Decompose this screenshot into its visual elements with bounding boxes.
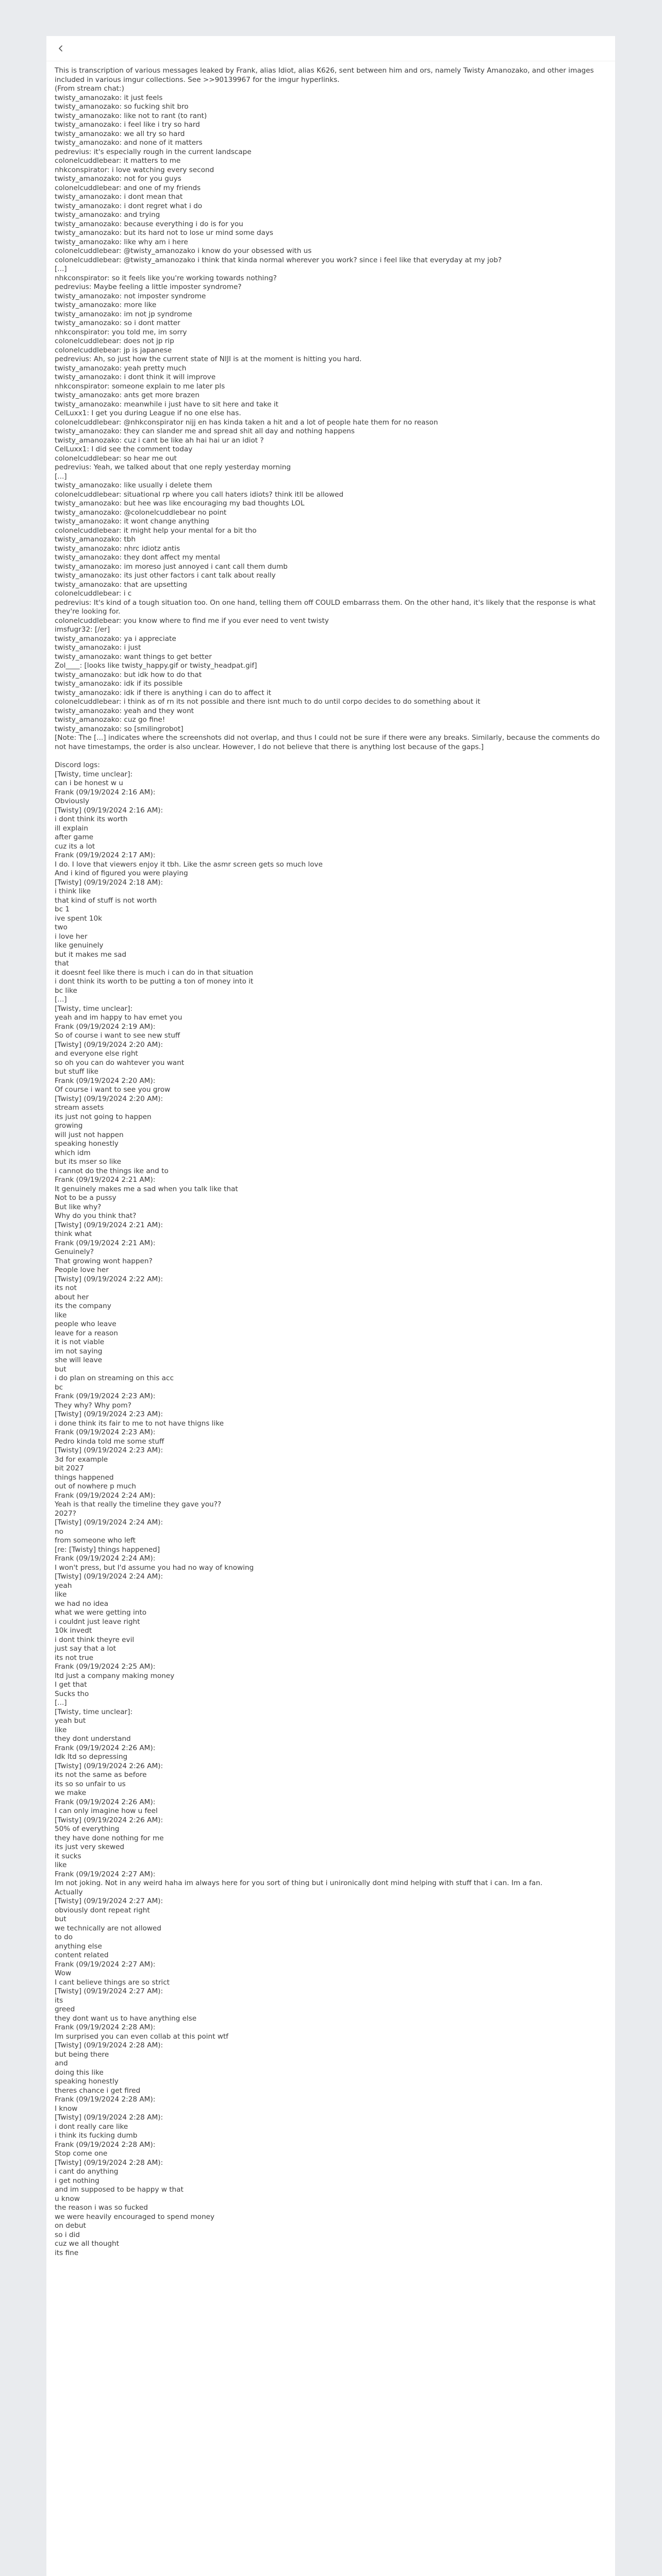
transcript-line: twisty_amanozako: its just other factors i cant talk about really [55,571,276,580]
transcript-line: bc 1 [55,905,70,913]
transcript-line: speaking honestly [55,2077,119,2086]
document-page [46,36,615,2576]
transcript-line: Yeah is that really the timeline they gave you?? [55,1500,222,1509]
transcript-line: 10k invedt [55,1626,92,1635]
transcript-line: twisty_amanozako: not for you guys [55,175,181,183]
transcript-line: the reason i was so fucked [55,2204,148,2212]
transcript-line: Frank (09/19/2024 2:27 AM): [55,1960,156,1969]
transcript-line: twisty_amanozako: but its hard not to lose ur mind some days [55,229,273,237]
transcript-line: they dont understand [55,1735,131,1743]
transcript-line: i dont think its worth [55,815,128,823]
transcript-line: (From stream chat:) [55,84,124,93]
transcript-line: we had no idea [55,1599,109,1608]
transcript-line: just say that a lot [55,1645,116,1653]
transcript-line: imsfugr32: [/er] [55,625,110,634]
transcript-line: [Twisty] (09/19/2024 2:20 AM): [55,1094,163,1103]
transcript-line: twisty_amanozako: nhrc idiotz antis [55,544,180,553]
transcript-line: im not saying [55,1347,103,1355]
transcript-line: Pedro kinda told me some stuff [55,1437,164,1446]
transcript-line: and [55,2059,68,2067]
transcript-line: twisty_amanozako: ya i appreciate [55,634,176,643]
transcript-line: obviously dont repeat right [55,1906,150,1914]
transcript-body [46,61,615,2258]
transcript-line: colonelcuddlebear: and one of my friends [55,183,201,192]
transcript-line: [Twisty] (09/19/2024 2:20 AM): [55,1040,163,1049]
transcript-line: i do plan on streaming on this acc [55,1374,174,1382]
transcript-line: I get that [55,1681,87,1689]
transcript-line: cuz we all thought [55,2240,120,2248]
transcript-line: i think its fucking dumb [55,2131,138,2140]
transcript-line: we make [55,1789,87,1797]
transcript-line: content related [55,1951,109,1959]
transcript-line: twisty_amanozako: they dont affect my mental [55,553,220,562]
transcript-line: can i be honest w u [55,779,123,787]
transcript-line: nhkconspirator: someone explain to me later pls [55,382,225,391]
transcript-line: it is not viable [55,1338,105,1346]
transcript-line: Frank (09/19/2024 2:16 AM): [55,788,156,796]
transcript-line: twisty_amanozako: i dont regret what i do [55,201,203,210]
transcript-line: so i did [55,2230,80,2239]
transcript-line: what we were getting into [55,1608,147,1617]
transcript-line: colonelcuddlebear: it matters to me [55,157,181,165]
transcript-line: but [55,1365,67,1374]
transcript-line: its just not going to happen [55,1112,152,1121]
transcript-line: Frank (09/19/2024 2:25 AM): [55,1663,156,1671]
transcript-line: twisty_amanozako: i dont think it will improve [55,373,216,381]
transcript-line: doing this like [55,2068,104,2077]
transcript-line: pedrevius: Ah, so just how the current state of NIJI is at the moment is hitting you hard. [55,355,362,363]
transcript-line: [Twisty] (09/19/2024 2:21 AM): [55,1221,163,1229]
transcript-line: after game [55,833,94,841]
transcript-line: Discord logs: [55,761,100,769]
transcript-line: [Twisty] (09/19/2024 2:23 AM): [55,1410,163,1418]
transcript-line: [Twisty] (09/19/2024 2:24 AM): [55,1572,163,1581]
transcript-line: twisty_amanozako: like why am i here [55,238,188,246]
transcript-line: Frank (09/19/2024 2:28 AM): [55,2095,156,2104]
transcript-line: its the company [55,1302,111,1310]
transcript-line: i couldnt just leave right [55,1617,140,1626]
transcript-line: twisty_amanozako: it just feels [55,93,163,102]
transcript-line: twisty_amanozako: like not to rant (to rant) [55,111,207,120]
transcript-line: its not true [55,1653,93,1662]
transcript-line: Frank (09/19/2024 2:28 AM): [55,2140,156,2149]
transcript-line: They why? Why pom? [55,1401,131,1410]
transcript-line: twisty_amanozako: im moreso just annoyed i cant call them dumb [55,562,288,571]
top-bar [46,36,615,61]
transcript-line: twisty_amanozako: cuz go fine! [55,716,166,724]
transcript-line: Frank (09/19/2024 2:27 AM): [55,1870,156,1878]
transcript-line: Sucks tho [55,1689,89,1698]
transcript-line: Frank (09/19/2024 2:19 AM): [55,1022,156,1031]
transcript-line: it sucks [55,1852,81,1860]
transcript-line: Actually [55,1888,83,1896]
transcript-line: Idk ltd so depressing [55,1753,128,1761]
transcript-line: i get nothing [55,2176,100,2185]
transcript-line: i cant do anything [55,2167,119,2176]
transcript-line: [...] [55,265,67,273]
transcript-line: Stop come one [55,2149,108,2158]
transcript-line: I won't press, but I'd assume you had no way of knowing [55,1563,254,1572]
transcript-line: things happened [55,1473,114,1482]
transcript-line: anything else [55,1942,102,1951]
transcript-line: colonelcuddlebear: so hear me out [55,454,177,463]
transcript-line: colonelcuddlebear: i think as of rn its not possible and there isnt much to do until corpo decides to do something about it [55,698,481,706]
transcript-line: they dont want us to have anything else [55,2014,197,2023]
transcript-line: yeah but [55,1717,86,1725]
transcript-line: i dont really care like [55,2122,128,2131]
transcript-line: [Twisty] (09/19/2024 2:28 AM): [55,2158,163,2167]
transcript-line: Frank (09/19/2024 2:21 AM): [55,1239,156,1247]
transcript-line: [Twisty] (09/19/2024 2:22 AM): [55,1275,163,1283]
transcript-line: Im not joking. Not in any weird haha im always here for you sort of thing but i unironically dont mind helping with stuff that i can. Im a fan. [55,1879,543,1887]
transcript-line: will just not happen [55,1130,124,1139]
transcript-line: [Note: The [...] indicates where the screenshots did not overlap, and thus I could not be sure if there were any breaks. Similarly, because the comments do not have timestamps, the order is also unclear. However, I do not believe that there is anything lost because of the gaps.] [55,734,602,751]
transcript-line: twisty_amanozako: more like [55,301,157,309]
transcript-line: ive spent 10k [55,914,103,923]
transcript-line: Not to be a pussy [55,1194,117,1202]
transcript-line: like genuinely [55,941,104,950]
transcript-line: Frank (09/19/2024 2:28 AM): [55,2023,156,2031]
transcript-line: colonelcuddlebear: @twisty_amanozako i know do your obsessed with us [55,247,312,255]
transcript-line: twisty_amanozako: they can slander me and spread shit all day and nothing happens [55,427,355,435]
transcript-line: Zol____: [looks like twisty_happy.gif or twisty_headpat.gif] [55,662,257,670]
transcript-line: [Twisty] (09/19/2024 2:26 AM): [55,1816,163,1824]
transcript-line: colonelcuddlebear: jp is japanese [55,346,172,354]
transcript-line: [Twisty] (09/19/2024 2:16 AM): [55,806,163,815]
transcript-line: twisty_amanozako: cuz i cant be like ah hai hai ur an idiot ? [55,436,264,445]
transcript-line: Genuinely? [55,1248,94,1256]
transcript-line: yeah [55,1581,72,1590]
transcript-line: CelLuxx1: I did see the comment today [55,445,193,453]
transcript-line: twisty_amanozako: tbh [55,535,136,544]
transcript-line: So of course i want to see new stuff [55,1031,180,1040]
transcript-line: like [55,1311,67,1319]
transcript-line: leave for a reason [55,1329,118,1337]
transcript-line: And i kind of figured you were playing [55,869,188,877]
transcript-line: colonelcuddlebear: you know where to find me if you ever need to vent twisty [55,616,329,625]
transcript-line: twisty_amanozako: and none of it matters [55,139,203,147]
transcript-line: Frank (09/19/2024 2:23 AM): [55,1428,156,1436]
transcript-line: [Twisty] (09/19/2024 2:27 AM): [55,1987,163,1995]
transcript-line: u know [55,2194,80,2203]
transcript-line: its not the same as before [55,1771,147,1779]
transcript-line: greed [55,2005,75,2013]
transcript-line: Of course i want to see you grow [55,1086,171,1094]
transcript-line: colonelcuddlebear: @twisty_amanozako i think that kinda normal wherever you work? since i feel like that everyday at my job? [55,256,502,264]
transcript-line: twisty_amanozako: so i dont matter [55,319,180,327]
transcript-line: Frank (09/19/2024 2:21 AM): [55,1176,156,1184]
transcript-line: colonelcuddlebear: it might help your mental for a bit tho [55,526,257,535]
transcript-line: twisty_amanozako: but hee was like encouraging my bad thoughts LOL [55,499,305,507]
transcript-line: bc [55,1383,63,1392]
transcript-line: [Twisty] (09/19/2024 2:26 AM): [55,1761,163,1770]
transcript-line: from someone who left [55,1536,136,1545]
transcript-line: 50% of everything [55,1825,120,1833]
transcript-line: twisty_amanozako: so [smilingrobot] [55,724,184,733]
transcript-line: twisty_amanozako: we all try so hard [55,129,185,138]
transcript-line: so oh you can do wahtever you want [55,1058,185,1067]
transcript-line: [Twisty, time unclear]: [55,1004,133,1013]
transcript-line: Why do you think that? [55,1212,137,1220]
transcript-line: like [55,1725,67,1734]
transcript-line: [...] [55,1699,67,1707]
transcript-line: twisty_amanozako: that are upsetting [55,580,187,589]
transcript-line: i cannot do the things ike and to [55,1166,169,1175]
transcript-line: I cant believe things are so strict [55,1978,170,1987]
transcript-line: bit 2027 [55,1464,84,1472]
transcript-line: they have done nothing for me [55,1834,164,1842]
transcript-line: Frank (09/19/2024 2:23 AM): [55,1392,156,1400]
transcript-line: pedrevius: It's kind of a tough situation too. On one hand, telling them off COULD embarrass them. On the other hand, it's likely that the response is what they're looking for. [55,598,598,616]
transcript-line: Frank (09/19/2024 2:24 AM): [55,1554,156,1563]
transcript-line: like [55,1590,67,1599]
transcript-line: [...] [55,472,67,481]
transcript-line: twisty_amanozako: @colonelcuddlebear no point [55,508,227,517]
section-gap [55,752,607,761]
transcript-line: CelLuxx1: I get you during League if no one else has. [55,409,241,417]
transcript-line: speaking honestly [55,1140,119,1148]
transcript-line: Frank (09/19/2024 2:26 AM): [55,1798,156,1806]
transcript-line: its [55,1996,63,2005]
transcript-line: [Twisty] (09/19/2024 2:27 AM): [55,1897,163,1905]
transcript-line: Frank (09/19/2024 2:17 AM): [55,851,156,859]
transcript-line: on debut [55,2222,86,2230]
transcript-line: nhkconspirator: so it feels like you're working towards nothing? [55,274,277,282]
transcript-line: twisty_amanozako: im not jp syndrome [55,310,192,318]
transcript-line: ltd just a company making money [55,1671,175,1680]
transcript-line: bc like [55,986,77,995]
transcript-line: but its mser so like [55,1158,122,1166]
transcript-line: Obviously [55,797,89,805]
transcript-line: [Twisty, time unclear]: [55,1707,133,1716]
transcript-line: but [55,1915,67,1923]
transcript-line: i dont think its worth to be putting a ton of money into it [55,977,254,986]
transcript-line: [...] [55,995,67,1004]
transcript-line: twisty_amanozako: yeah and they wont [55,706,194,715]
transcript-line: twisty_amanozako: meanwhile i just have to sit here and take it [55,400,278,409]
transcript-line: pedrevius: it's especially rough in the current landscape [55,147,252,156]
transcript-line: and im supposed to be happy w that [55,2185,184,2194]
transcript-line: twisty_amanozako: idk if its possible [55,680,183,688]
transcript-line: that kind of stuff is not worth [55,896,157,905]
transcript-line: Frank (09/19/2024 2:24 AM): [55,1491,156,1500]
transcript-line: growing [55,1122,83,1130]
transcript-line: twisty_amanozako: because everything i do is for you [55,219,243,228]
transcript-line: [Twisty] (09/19/2024 2:18 AM): [55,878,163,887]
transcript-line: which idm [55,1148,91,1157]
transcript-line: nhkconspirator: i love watching every second [55,165,214,174]
transcript-line: Frank (09/19/2024 2:26 AM): [55,1743,156,1752]
transcript-line: I know [55,2104,78,2113]
transcript-line: People love her [55,1266,109,1274]
transcript-line: she will leave [55,1356,103,1364]
transcript-line: twisty_amanozako: ants get more brazen [55,391,200,399]
transcript-line: twisty_amanozako: it wont change anything [55,517,209,526]
transcript-line: nhkconspirator: you told me, im sorry [55,328,187,336]
transcript-line: twisty_amanozako: want things to get better [55,652,212,661]
transcript-line: [Twisty] (09/19/2024 2:24 AM): [55,1518,163,1527]
transcript-line: colonelcuddlebear: situational rp where you call haters idiots? think itll be allowed [55,490,344,499]
transcript-line: stream assets [55,1104,104,1112]
transcript-line: its not [55,1284,77,1292]
transcript-line: 3d for example [55,1455,108,1464]
transcript-line: twisty_amanozako: but idk how to do that [55,670,202,679]
transcript-line: [Twisty] (09/19/2024 2:28 AM): [55,2113,163,2122]
transcript-line: its just very skewed [55,1843,124,1851]
transcript-line: ill explain [55,824,88,833]
transcript-line: we technically are not allowed [55,1924,161,1933]
transcript-line: twisty_amanozako: not imposter syndrome [55,292,206,300]
transcript-line: that [55,959,69,968]
transcript-line: about her [55,1293,89,1301]
back-arrow-icon[interactable] [55,42,67,55]
transcript-line: twisty_amanozako: i just [55,643,141,652]
transcript-line: twisty_amanozako: and trying [55,211,160,219]
transcript-line: I can only imagine how u feel [55,1807,158,1815]
transcript-line: This is transcription of various messages leaked by Frank, alias Idiot, alias K626, sent between him and ors, namely Twisty Amanozako, and other images included in various imgur collections. See >>90139967 for the imgur hyperlinks. [55,66,597,84]
transcript-line: think what [55,1230,92,1238]
transcript-line: [Twisty] (09/19/2024 2:23 AM): [55,1446,163,1454]
transcript-line: i think like [55,887,91,895]
transcript-line: That growing wont happen? [55,1257,153,1265]
transcript-line: [re: [Twisty] things happened] [55,1545,160,1554]
transcript-line: But like why? [55,1202,102,1211]
transcript-line: twisty_amanozako: like usually i delete them [55,481,212,489]
transcript-line: twisty_amanozako: idk if there is anything i can do to affect it [55,688,271,697]
transcript-line: [Twisty] (09/19/2024 2:28 AM): [55,2041,163,2049]
transcript-line: i dont think theyre evil [55,1635,135,1644]
transcript-line: colonelcuddlebear: does not jp rip [55,337,174,345]
transcript-line: cuz its a lot [55,842,95,851]
transcript-line: but being there [55,2050,109,2059]
transcript-line: I do. I love that viewers enjoy it tbh. Like the asmr screen gets so much love [55,860,323,869]
transcript-line: [Twisty, time unclear]: [55,770,133,778]
transcript-line: i done think its fair to me to not have thigns like [55,1419,224,1428]
transcript-line: its fine [55,2248,79,2257]
transcript-line: 2027? [55,1509,76,1518]
transcript-line: twisty_amanozako: so fucking shit bro [55,103,189,111]
transcript-line: twisty_amanozako: i dont mean that [55,193,183,201]
transcript-line: we were heavily encouraged to spend money [55,2212,214,2221]
transcript-line: theres chance i get fired [55,2086,141,2095]
transcript-line: twisty_amanozako: yeah pretty much [55,364,187,372]
transcript-line: pedrevius: Yeah, we talked about that one reply yesterday morning [55,463,291,471]
transcript-line: people who leave [55,1320,117,1328]
transcript-line: no [55,1527,63,1536]
transcript-line: twisty_amanozako: i feel like i try so hard [55,121,200,129]
transcript-line: two [55,923,68,931]
transcript-line: to do [55,1933,73,1941]
transcript-line: but it makes me sad [55,950,127,959]
transcript-line: Im surprised you can even collab at this point wtf [55,2032,228,2041]
transcript-line: its so so unfair to us [55,1780,126,1788]
transcript-line: Wow [55,1969,72,1977]
transcript-line: colonelcuddlebear: i c [55,589,132,598]
transcript-line: It genuinely makes me a sad when you talk like that [55,1184,238,1193]
transcript-line: like [55,1861,67,1869]
transcript-line: yeah and im happy to hav emet you [55,1013,183,1022]
transcript-line: and everyone else right [55,1049,138,1058]
transcript-line: i love her [55,932,88,941]
transcript-line: it doesnt feel like there is much i can do in that situation [55,968,253,977]
transcript-line: out of nowhere p much [55,1482,136,1490]
transcript-line: but stuff like [55,1067,98,1076]
transcript-line: pedrevius: Maybe feeling a little imposter syndrome? [55,283,242,291]
transcript-line: colonelcuddlebear: @nhkconspirator nijj en has kinda taken a hit and a lot of people hate them for no reason [55,418,438,427]
transcript-line: Frank (09/19/2024 2:20 AM): [55,1076,156,1085]
